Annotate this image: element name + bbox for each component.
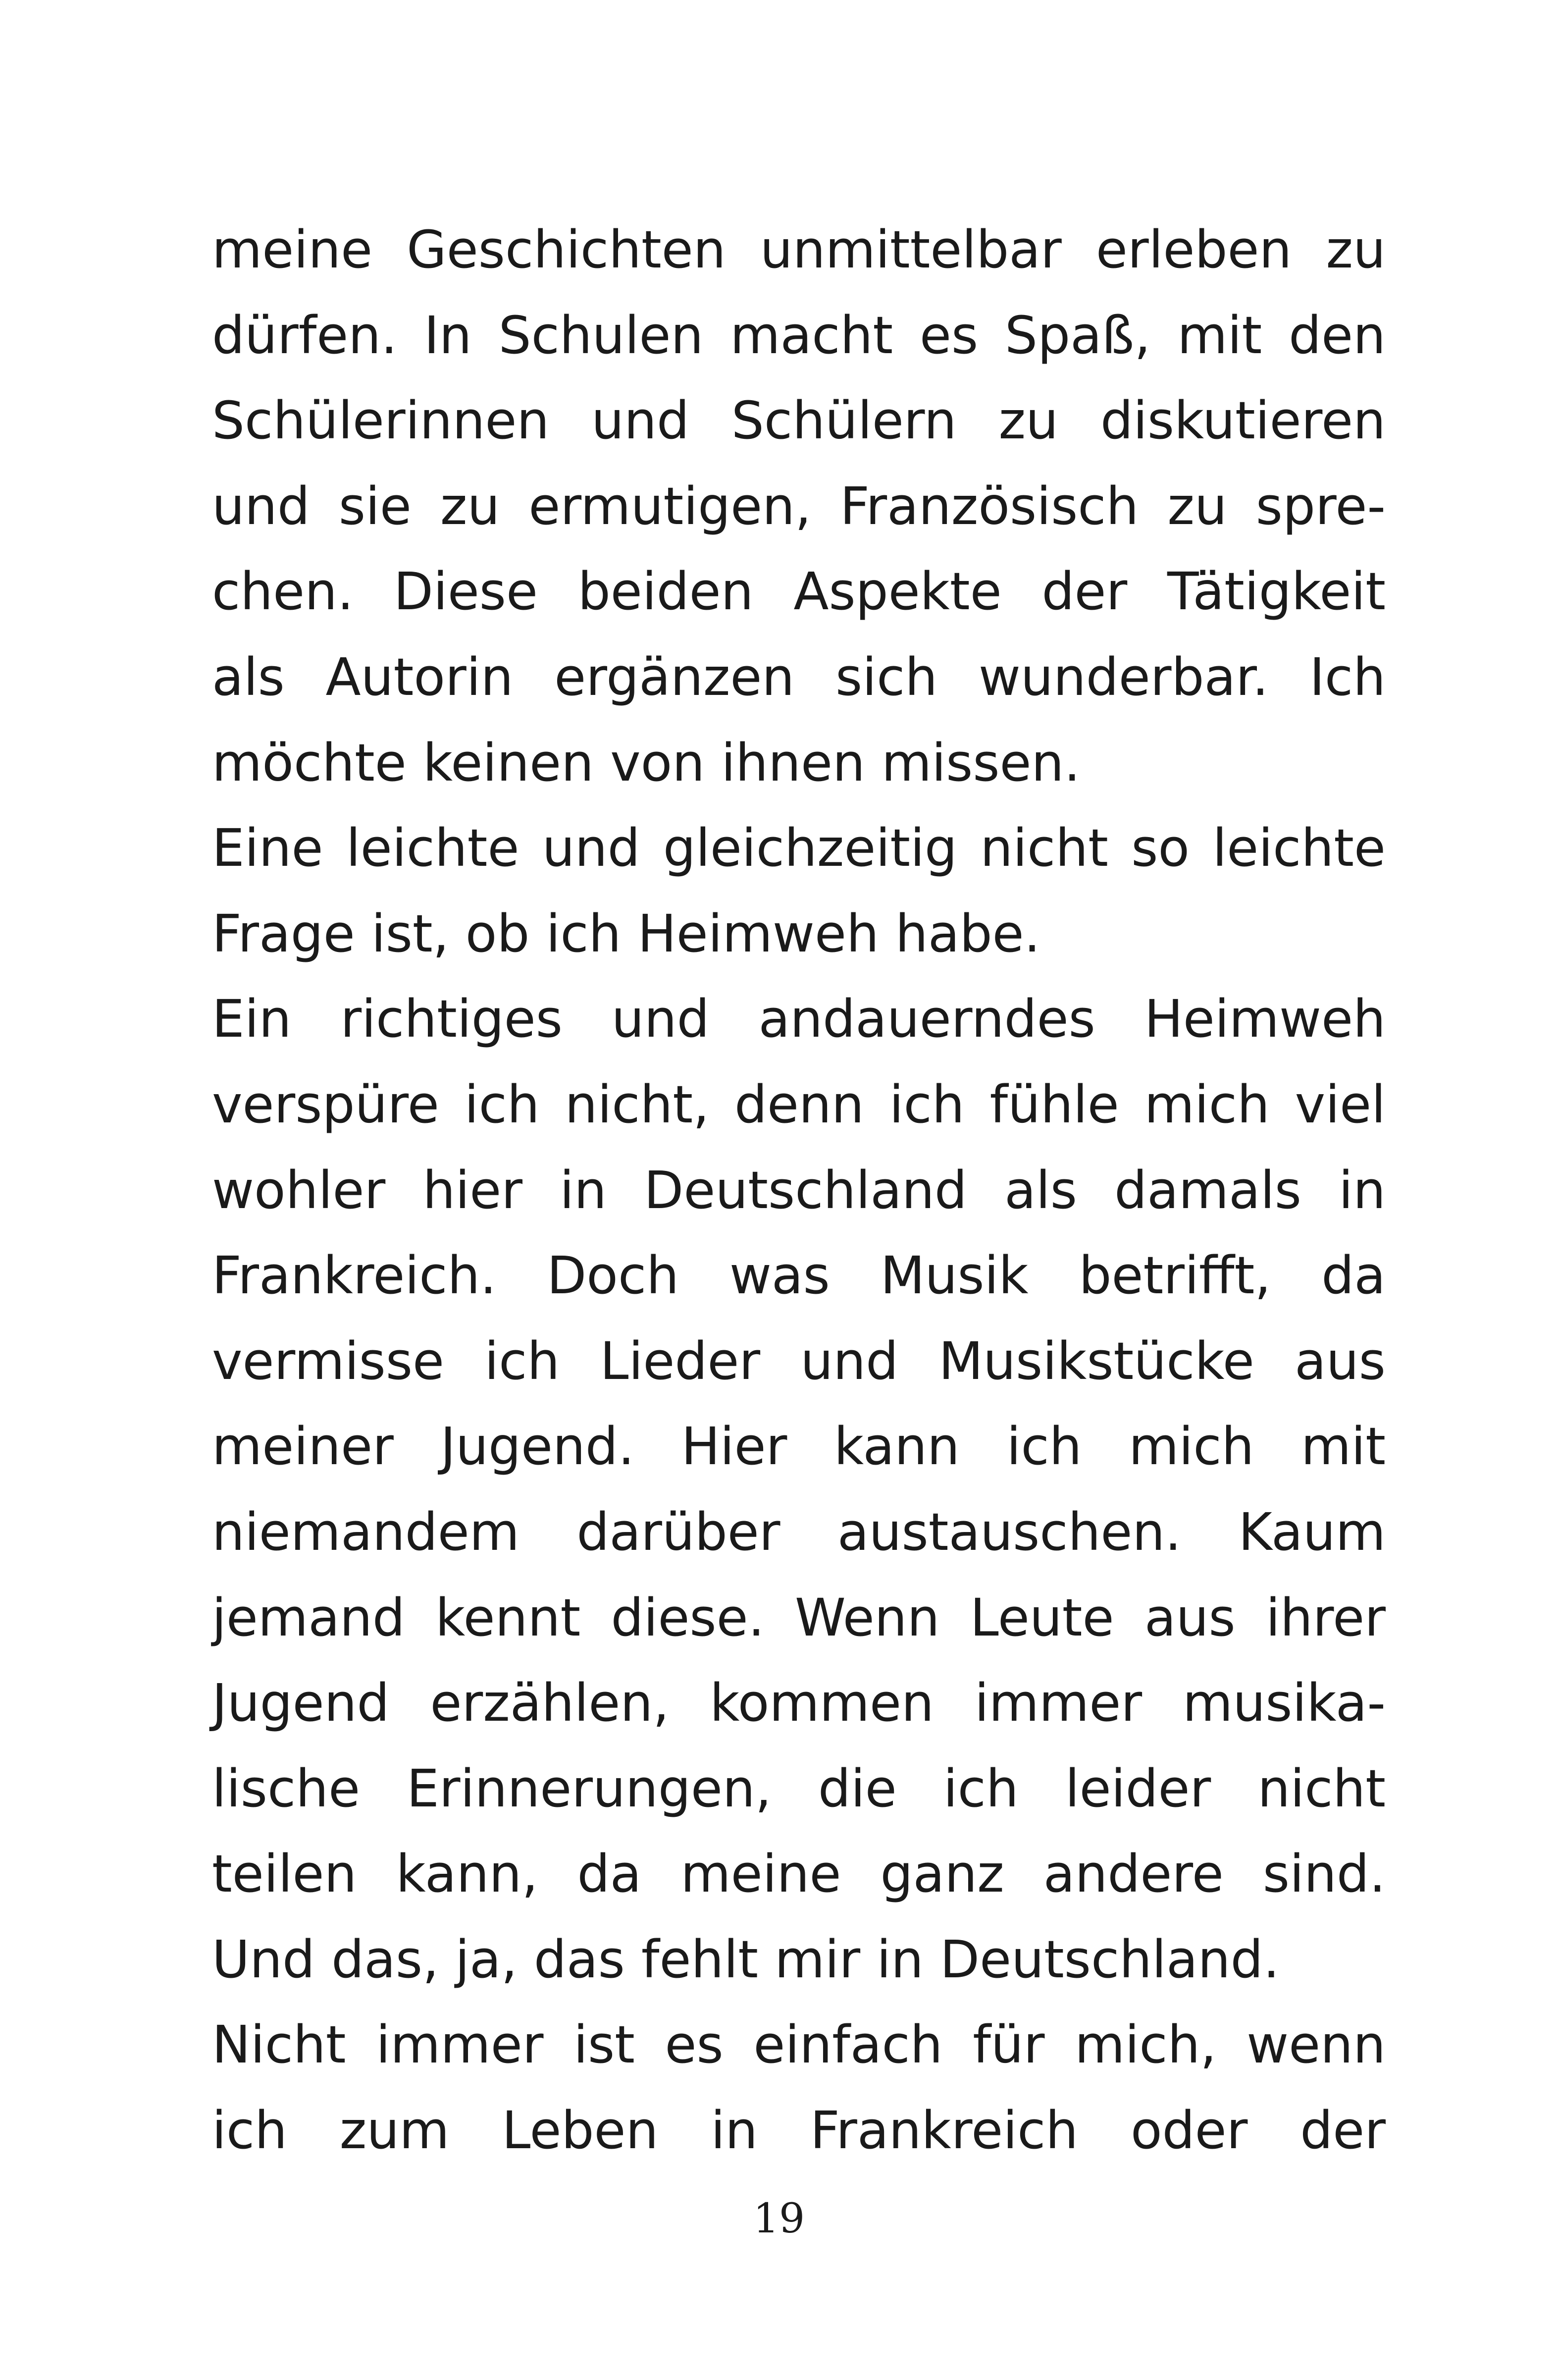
- text-line: Nicht immer ist es einfach für mich, wenn: [212, 2014, 1386, 2075]
- text-line: wohler hier in Deutschland als damals in: [212, 1160, 1386, 1220]
- text-line: niemandem darüber austauschen. Kaum: [212, 1501, 1386, 1562]
- text-line: meine Geschichten unmittelbar erleben zu: [212, 219, 1386, 280]
- text-line: Schülerinnen und Schülern zu diskutieren: [212, 390, 1386, 451]
- text-line: Frage ist, ob ich Heimweh habe.: [212, 903, 1040, 964]
- text-line: vermisse ich Lieder und Musikstücke aus: [212, 1330, 1386, 1391]
- text-line: ich zum Leben in Frankreich oder der: [212, 2100, 1386, 2161]
- page-number: 19: [753, 2195, 805, 2242]
- text-line: als Autorin ergänzen sich wunderbar. Ich: [212, 646, 1386, 707]
- text-line: jemand kennt diese. Wenn Leute aus ihrer: [212, 1587, 1386, 1648]
- body-text: [212, 207, 1386, 2173]
- text-line: Ein richtiges und andauerndes Heimweh: [212, 989, 1386, 1050]
- text-line: verspüre ich nicht, denn ich fühle mich viel: [212, 1074, 1386, 1135]
- text-line: Jugend erzählen, kommen immer musika-: [212, 1673, 1386, 1734]
- text-line: teilen kann, da meine ganz andere sind.: [212, 1844, 1386, 1904]
- text-line: meiner Jugend. Hier kann ich mich mit: [212, 1416, 1386, 1477]
- text-line: Und das, ja, das fehlt mir in Deutschland.: [212, 1929, 1280, 1990]
- text-line: chen. Diese beiden Aspekte der Tätigkeit: [212, 561, 1386, 622]
- text-line: Eine leichte und gleichzeitig nicht so leichte: [212, 818, 1386, 879]
- text-line: möchte keinen von ihnen missen.: [212, 732, 1081, 793]
- text-line: und sie zu ermutigen, Französisch zu spre-: [212, 476, 1386, 536]
- text-line: lische Erinnerungen, die ich leider nicht: [212, 1758, 1386, 1819]
- text-line: dürfen. In Schulen macht es Spaß, mit den: [212, 305, 1386, 366]
- text-line: Frankreich. Doch was Musik betrifft, da: [212, 1245, 1386, 1306]
